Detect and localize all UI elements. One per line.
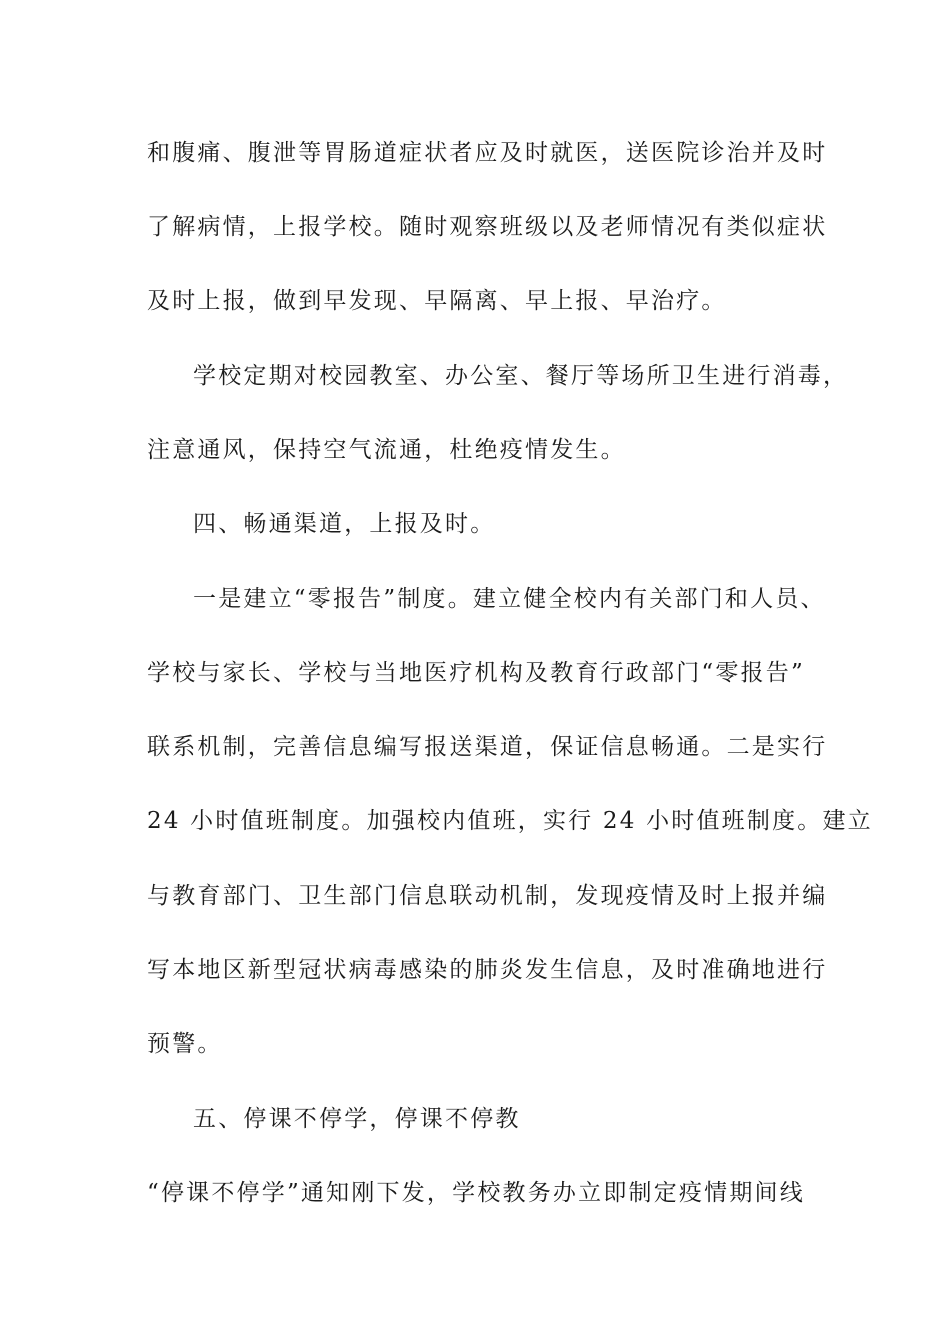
text-line: 及时上报，做到早发现、早隔离、早上报、早治疗。 [147,288,727,314]
section-heading: 五、停课不停学，停课不停教 [193,1106,521,1132]
text-line: 联系机制，完善信息编写报送渠道，保证信息畅通。二是实行 [147,734,828,760]
paragraph-start-line: 一是建立“零报告”制度。建立健全校内有关部门和人员、 [193,586,826,612]
text-line: 学校与家长、学校与当地医疗机构及教育行政部门“零报告” [147,660,805,686]
text-line: 注意通风，保持空气流通，杜绝疫情发生。 [147,437,626,463]
section-heading: 四、畅通渠道，上报及时。 [193,511,496,537]
text-line: 了解病情，上报学校。随时观察班级以及老师情况有类似症状 [147,214,828,240]
text-line: 24 小时值班制度。加强校内值班，实行 24 小时值班制度。建立 [147,808,873,834]
text-line: 写本地区新型冠状病毒感染的肺炎发生信息，及时准确地进行 [147,957,828,983]
text-line: “停课不停学”通知刚下发，学校教务办立即制定疫情期间线 [147,1180,805,1206]
text-line: 预警。 [147,1031,223,1057]
text-line: 和腹痛、腹泄等胃肠道症状者应及时就医，送医院诊治并及时 [147,140,828,166]
paragraph-start-line: 学校定期对校园教室、办公室、餐厅等场所卫生进行消毒， [193,363,849,389]
text-line: 与教育部门、卫生部门信息联动机制，发现疫情及时上报并编 [147,883,828,909]
